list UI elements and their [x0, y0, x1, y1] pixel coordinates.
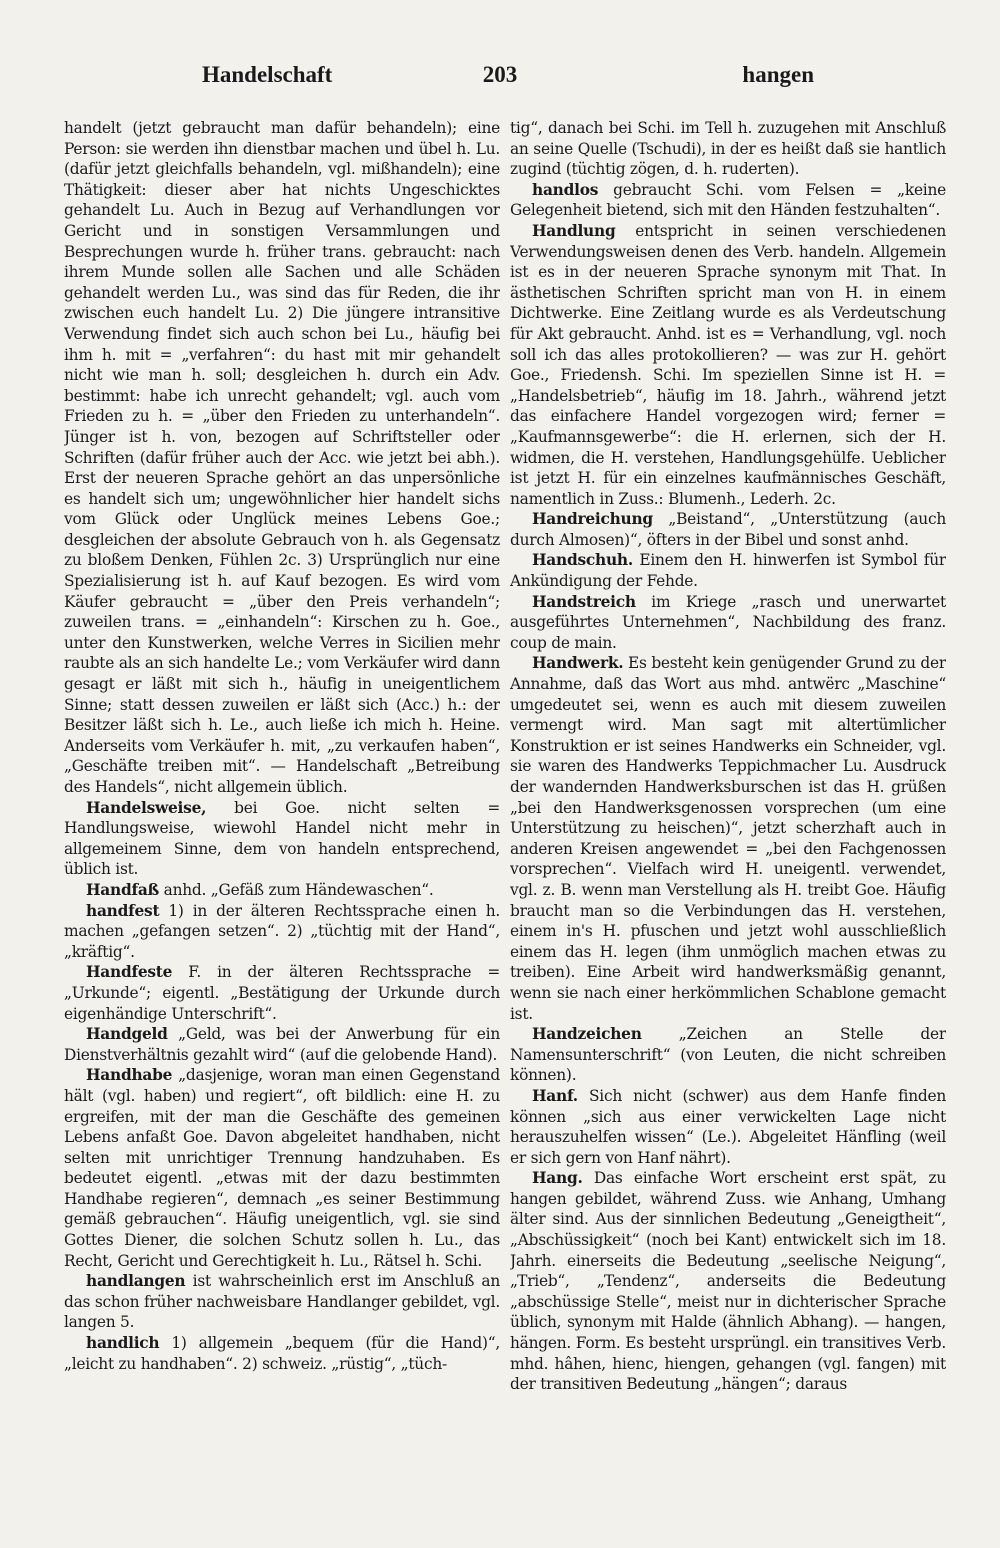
entry-headword: Handstreich [532, 592, 636, 611]
right-column [510, 118, 946, 1518]
entry-headword: Handwerk. [532, 654, 624, 673]
entry-paragraph: Handhabe „dasjenige, woran man einen Gegenstand hält (vgl. haben) und regiert“, oft bildlich: eine H. zu ergreifen, mit der man die Geschäfte des gemeinen Lebens anfaßt Goe. Davon abgeleitet handhaben, nicht selten mit unrichtiger Trennung handzuhaben. Es bedeutet eigentl. „etwas mit der dazu bestimmten Handhabe regieren“, demnach „es seiner Bestimmung gemäß gebrauchen“. Häufig uneigentlich, vgl. sie sind Gottes Diener, die solchen Schutz sollen h. Lu., das Recht, Gericht und Gerechtigkeit h. Lu., Rätsel h. Schi. [64, 1066, 500, 1270]
running-header [66, 62, 934, 102]
entry-paragraph: Handgeld „Geld, was bei der Anwerbung für ein Dienstverhältnis gezahlt wird“ (auf die gelobende Hand). [64, 1025, 500, 1064]
entry-headword: Handzeichen [532, 1025, 642, 1044]
entry-headword: Handgeld [86, 1025, 168, 1044]
entry-paragraph: Handelsweise, bei Goe. nicht selten = Handlungsweise, wiewohl Handel nicht mehr in allgemeinem Sinne, dem von handeln entsprechend, üblich ist. [64, 798, 500, 879]
entry-paragraph: Handlung entspricht in seinen verschiedenen Verwendungsweisen denen des Verb. handeln. Allgemein ist es in der neueren Sprache synonym mit That. In ästhetischen Schriften spricht man von H. in einem Dichtwerke. Eine Zeitlang wurde es als Verdeutschung für Akt gebraucht. Anhd. ist es = Verhandlung, vgl. noch soll ich das alles protokollieren? — was zur H. gehört Goe., Friedensh. Schi. Im speziellen Sinne ist H. = „Handelsbetrieb“, häufig im 18. Jahrh., während jetzt das einfachere Handel vorgezogen wird; ferner = „Kaufmannsgewerbe“: die H. erlernen, sich der H. widmen, die H. verstehen, Handlungsgehülfe. Ueblicher ist jetzt H. für ein einzelnes kaufmännisches Geschäft, namentlich in Zuss.: Blumenh., Lederh. 2c. [510, 221, 946, 508]
entry-headword: Hang. [532, 1169, 583, 1188]
entry-headword: Handschuh. [532, 551, 633, 570]
entry-headword: Handreichung [532, 510, 653, 529]
entry-paragraph: Hanf. Sich nicht (schwer) aus dem Hanfe finden können „sich aus einer verwickelten Lage nicht herauszuhelfen wissen“ (Le.). Abgeleitet Hänfling (weil er sich gern von Hanf nährt). [510, 1086, 946, 1167]
entry-headword: Handlung [532, 221, 616, 240]
entry-paragraph: handlos gebraucht Schi. vom Felsen = „keine Gelegenheit bietend, sich mit den Händen festzuhalten“. [510, 180, 946, 220]
entry-paragraph: tig“, danach bei Schi. im Tell h. zuzugehen mit Anschluß an seine Quelle (Tschudi), in der es heißt daß sie hantlich zugind (tüchtig zögen, d. h. ruderten). [510, 119, 946, 179]
entry-headword: handlangen [86, 1272, 186, 1291]
header-left-keyword: Handelschaft [202, 62, 333, 87]
page-number: 203 [482, 62, 518, 87]
entry-headword: Hanf. [532, 1086, 578, 1105]
entry-paragraph: Handstreich im Kriege „rasch und unerwartet ausgeführtes Unternehmen“, Nachbildung des franz. coup de main. [510, 592, 946, 652]
entry-paragraph: Handschuh. Einem den H. hinwerfen ist Symbol für Ankündigung der Fehde. [510, 551, 946, 591]
entry-paragraph: handfest 1) in der älteren Rechtssprache einen h. machen „gefangen setzen“. 2) „tüchtig mit der Hand“, „kräftig“. [64, 901, 500, 961]
entry-paragraph: handlangen ist wahrscheinlich erst im Anschluß an das schon früher nachweisbare Handlanger gebildet, vgl. langen 5. [64, 1272, 500, 1332]
entry-paragraph: Handfeste F. in der älteren Rechtssprache = „Urkunde“; eigentl. „Bestätigung der Urkunde durch eigenhändige Unterschrift“. [64, 963, 500, 1023]
entry-headword: handlos [532, 180, 599, 199]
entry-paragraph: Handzeichen „Zeichen an Stelle der Namensunterschrift“ (von Leuten, die nicht schreiben können). [510, 1025, 946, 1085]
entry-headword: Handhabe [86, 1066, 173, 1085]
entry-paragraph: Handfaß anhd. „Gefäß zum Händewaschen“. [86, 880, 434, 899]
entry-headword: Handfeste [86, 963, 173, 982]
entry-paragraph: Hang. Das einfache Wort erscheint erst spät, zu hangen gebildet, während Zuss. wie Anhang, Umhang älter sind. Aus der sinnlichen Bedeutung „Geneigtheit“, „Abschüssigkeit“ (noch bei Kant) entwickelt sich im 18. Jahrh. einerseits die Bedeutung „seelische Neigung“, „Trieb“, „Tendenz“, anderseits die Bedeutung „abschüssige Stelle“, meist nur in dichterischer Sprache üblich, synonym mit Halde (ähnlich Abhang). — hangen, hängen. Form. Es besteht ursprüngl. ein transitives Verb. mhd. hâhen, hienc, hiengen, gehangen (vgl. fangen) mit der transitiven Bedeutung „hängen“; daraus [510, 1169, 946, 1394]
entry-paragraph: handlich 1) allgemein „bequem (für die Hand)“, „leicht zu handhaben“. 2) schweiz. „rüstig“, „tüch- [64, 1334, 500, 1373]
entry-paragraph: handelt (jetzt gebraucht man dafür behandeln); eine Person: sie werden ihn dienstbar machen und übel h. Lu. (dafür jetzt gleichfalls behandeln, vgl. mißhandeln); eine Thätigkeit: dieser aber hat nichts Ungeschicktes gehandelt Lu. Auch in Bezug auf Verhandlungen vor Gericht und in sonstigen Versammlungen und Besprechungen wurde h. früher trans. gebraucht: nach ihrem Munde sollen alle Sachen und alle Schäden gehandelt werden Lu., was sind das für Reden, die ihr zwischen euch handelt Lu. 2) Die jüngere intransitive Verwendung findet sich auch schon bei Lu., häufig bei ihm h. mit = „verfahren“: du hast mit mir gehandelt nicht wie man h. soll; desgleichen h. durch ein Adv. bestimmt: habe ich unrecht gehandelt; vgl. auch vom Frieden zu h. = „über den Frieden zu unterhandeln“. Jünger ist h. von, bezogen auf Schriftsteller oder Schriften (dafür früher auch der Acc. wie jetzt bei abh.). Erst der neueren Sprache gehört an das unpersönliche es handelt sich um; ungewöhnlicher hier handelt sichs vom Glück oder Unglück meines Lebens Goe.; desgleichen der absolute Gebrauch von h. als Gegensatz zu bloßem Denken, Fühlen 2c. 3) Ursprünglich nur eine Spezialisierung ist h. auf Kauf bezogen. Es wird vom Käufer gebraucht = „über den Preis verhandeln“; zuweilen trans. = „einhandeln“: Kirschen zu h. Goe., unter den Kunstwerken, welche Verres in Sicilien mehr raubte als an sich handelte Le.; vom Verkäufer wird dann gesagt er läßt mit sich h., häufig in uneigentlichem Sinne; statt dessen zuweilen er läßt sich (Acc.) h.: der Besitzer läßt sich h. Le., auch ließe ich mich h. Heine. Anderseits vom Verkäufer h. mit, „zu verkaufen haben“, „Geschäfte treiben mit“. — Handelschaft „Betreibung des Handels“, nicht allgemein üblich. [64, 119, 500, 796]
left-column [64, 118, 500, 1518]
entry-headword: Handelsweise, [86, 798, 207, 817]
header-right-keyword: hangen [742, 62, 814, 87]
entry-headword: handfest [86, 901, 160, 920]
entry-headword: handlich [86, 1334, 160, 1353]
entry-headword: Handfaß [86, 880, 160, 899]
entry-paragraph: Handreichung „Beistand“, „Unterstützung (auch durch Almosen)“, öfters in der Bibel und sonst anhd. [510, 510, 946, 549]
entry-paragraph: Handwerk. Es besteht kein genügender Grund zu der Annahme, daß das Wort aus mhd. antwërc „Maschine“ umgedeutet sei, wenn es auch mit diesem zuweilen vermengt wird. Man sagt mit altertümlicher Konstruktion er ist seines Handwerks ein Schneider, vgl. sie waren des Handwerks Teppichmacher Lu. Ausdruck der wandernden Handwerksburschen ist das H. grüßen „bei den Handwerksgenossen vorsprechen (um eine Unterstützung zu heischen)“, jetzt scherzhaft auch in anderen Kreisen angewendet = „bei den Fachgenossen vorsprechen“. Vielfach wird H. uneigentl. verwendet, vgl. z. B. wenn man Verstellung als H. treibt Goe. Häufig braucht man so die Verbindungen das H. verstehen, einem in's H. pfuschen und jetzt wohl ausschließlich einem das H. legen (ihm unmöglich machen etwas zu treiben). Eine Arbeit wird handwerksmäßig genannt, wenn sie nach einer herkömmlichen Schablone gemacht ist. [510, 654, 946, 1023]
